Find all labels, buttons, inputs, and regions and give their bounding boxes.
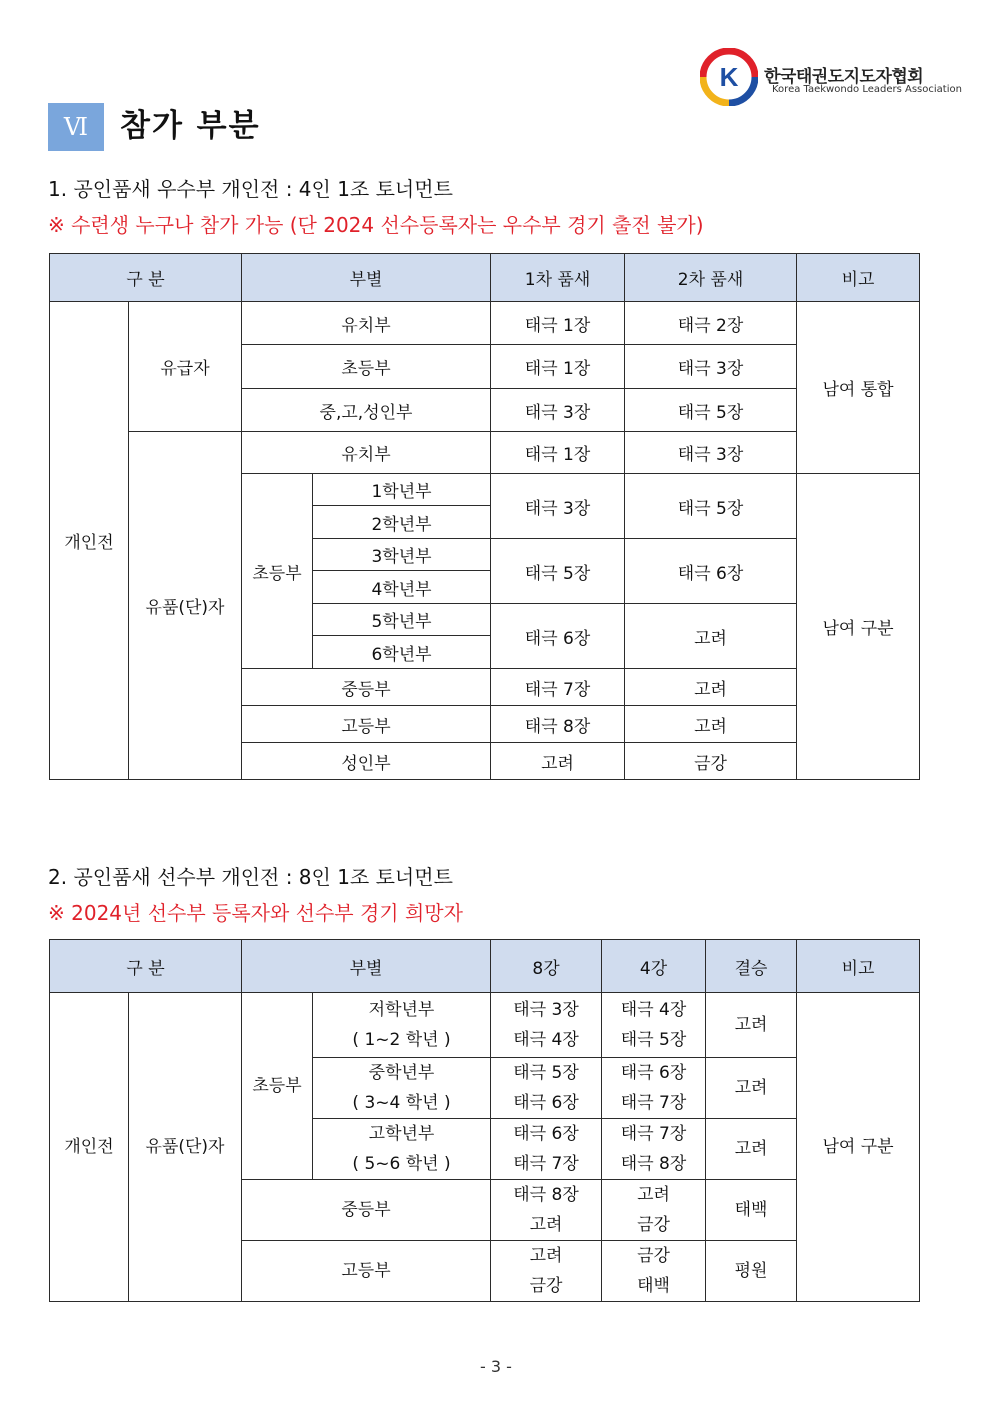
round4-cell xyxy=(602,1058,706,1119)
round4-cell xyxy=(602,1180,706,1241)
poomsae-name: 태극 4장 xyxy=(620,1000,687,1020)
round1-cell: 태극 1장 xyxy=(491,302,625,345)
table-header-row xyxy=(50,254,920,302)
table-row xyxy=(50,302,920,345)
round8-cell xyxy=(491,1119,602,1180)
grade-cell: 3학년부 xyxy=(313,539,491,571)
division-cell: 성인부 xyxy=(242,743,491,780)
header-round-of-4: 4강 xyxy=(602,940,706,993)
round1-cell: 태극 7장 xyxy=(491,669,625,706)
logo-name: 한국태권도지도자협회 xyxy=(764,67,924,87)
logo-emblem-icon xyxy=(700,48,758,106)
division-name: 저학년부 xyxy=(368,1000,435,1020)
poomsae-name: 태극 7장 xyxy=(620,1124,687,1144)
round1-cell: 태극 1장 xyxy=(491,432,625,474)
final-cell: 태백 xyxy=(706,1180,797,1241)
division-cell: 유치부 xyxy=(242,432,491,474)
header-division: 부별 xyxy=(242,254,491,302)
poomsae-name: 태극 6장 xyxy=(620,1063,687,1083)
elementary-label: 초등부 xyxy=(242,474,313,669)
table-row xyxy=(50,993,920,1058)
header-round2: 2차 품새 xyxy=(625,254,797,302)
poomsae-name: 금강 xyxy=(637,1215,670,1235)
header-round-of-8: 8강 xyxy=(491,940,602,993)
division-name: 중학년부 xyxy=(368,1063,435,1083)
round1-cell: 태극 3장 xyxy=(491,474,625,539)
round2-cell: 태극 6장 xyxy=(625,539,797,604)
poomsae-name: 금강 xyxy=(529,1276,563,1296)
round4-cell xyxy=(602,1241,706,1302)
round2-cell: 태극 5장 xyxy=(625,474,797,539)
poomsae-name: 태극 6장 xyxy=(513,1093,579,1113)
division-grades: ( 3~4 학년 ) xyxy=(352,1093,451,1113)
division-grades: ( 1~2 학년 ) xyxy=(352,1030,451,1050)
table-row xyxy=(50,432,920,474)
poomsae-name: 태극 6장 xyxy=(513,1124,579,1144)
round2-cell: 고려 xyxy=(625,706,797,743)
division-cell: 고등부 xyxy=(242,706,491,743)
round8-cell xyxy=(491,1180,602,1241)
kup-label: 유급자 xyxy=(129,302,242,432)
group-label: 개인전 xyxy=(50,302,129,780)
division-cell xyxy=(313,1058,491,1119)
round2-cell: 고려 xyxy=(625,604,797,669)
grade-cell: 1학년부 xyxy=(313,474,491,506)
header-final: 결승 xyxy=(706,940,797,993)
round1-cell: 고려 xyxy=(491,743,625,780)
excellence-division-table xyxy=(49,253,920,780)
poomsae-name: 태극 7장 xyxy=(513,1154,579,1174)
page-number: - 3 - xyxy=(480,1357,512,1376)
grade-cell: 6학년부 xyxy=(313,636,491,669)
round1-cell: 태극 5장 xyxy=(491,539,625,604)
poomsae-name: 태극 5장 xyxy=(620,1030,687,1050)
round8-cell xyxy=(491,1058,602,1119)
final-cell: 평원 xyxy=(706,1241,797,1302)
poomsae-name: 태극 4장 xyxy=(513,1030,579,1050)
poomsae-name: 태백 xyxy=(637,1276,670,1296)
header-round1: 1차 품새 xyxy=(491,254,625,302)
group-label: 개인전 xyxy=(50,993,129,1302)
division-cell: 중,고,성인부 xyxy=(242,389,491,432)
division-cell: 고등부 xyxy=(242,1241,491,1302)
association-logo xyxy=(700,48,960,108)
remark-cell: 남여 구분 xyxy=(797,474,920,780)
division-cell xyxy=(313,1119,491,1180)
round8-cell xyxy=(491,993,602,1058)
part2-note: ※ 2024년 선수부 등록자와 선수부 경기 희망자 xyxy=(48,901,463,925)
section-number-badge: Ⅵ xyxy=(48,103,104,151)
round8-cell xyxy=(491,1241,602,1302)
table-header-row xyxy=(50,940,920,993)
dan-label: 유품(단)자 xyxy=(129,432,242,780)
header-division: 부별 xyxy=(242,940,491,993)
round2-cell: 금강 xyxy=(625,743,797,780)
round4-cell xyxy=(602,1119,706,1180)
division-cell: 유치부 xyxy=(242,302,491,345)
poomsae-name: 태극 3장 xyxy=(513,1000,579,1020)
round1-cell: 태극 8장 xyxy=(491,706,625,743)
round1-cell: 태극 6장 xyxy=(491,604,625,669)
grade-cell: 5학년부 xyxy=(313,604,491,636)
part1-title: 1. 공인품새 우수부 개인전 : 4인 1조 토너먼트 xyxy=(48,177,453,201)
poomsae-name: 태극 8장 xyxy=(513,1185,579,1205)
poomsae-name: 고려 xyxy=(637,1185,670,1205)
elementary-label: 초등부 xyxy=(242,993,313,1180)
division-grades: ( 5~6 학년 ) xyxy=(352,1154,451,1174)
poomsae-name: 태극 8장 xyxy=(620,1154,687,1174)
final-cell: 고려 xyxy=(706,1119,797,1180)
part2-title: 2. 공인품새 선수부 개인전 : 8인 1조 토너먼트 xyxy=(48,865,453,889)
dan-label: 유품(단)자 xyxy=(129,993,242,1302)
grade-cell: 4학년부 xyxy=(313,571,491,604)
header-remarks: 비고 xyxy=(797,940,920,993)
round2-cell: 고려 xyxy=(625,669,797,706)
header-category: 구 분 xyxy=(50,940,242,993)
logo-letter: K xyxy=(719,62,739,92)
round2-cell: 태극 3장 xyxy=(625,432,797,474)
final-cell: 고려 xyxy=(706,1058,797,1119)
athlete-division-table xyxy=(49,939,920,1302)
poomsae-name: 태극 7장 xyxy=(620,1093,687,1113)
remark-cell: 남여 구분 xyxy=(797,993,920,1302)
division-cell: 중등부 xyxy=(242,669,491,706)
round4-cell xyxy=(602,993,706,1058)
part1-note: ※ 수련생 누구나 참가 가능 (단 2024 선수등록자는 우수부 경기 출전 불가) xyxy=(48,213,704,237)
logo-subtitle: Korea Taekwondo Leaders Association xyxy=(772,84,962,95)
section-title: 참가 부분 xyxy=(120,108,261,144)
header-remarks: 비고 xyxy=(797,254,920,302)
poomsae-name: 고려 xyxy=(529,1215,563,1235)
division-name: 고학년부 xyxy=(368,1124,435,1144)
poomsae-name: 고려 xyxy=(529,1246,563,1266)
division-cell: 초등부 xyxy=(242,345,491,389)
grade-cell: 2학년부 xyxy=(313,506,491,539)
round1-cell: 태극 1장 xyxy=(491,345,625,389)
round1-cell: 태극 3장 xyxy=(491,389,625,432)
remark-cell: 남여 통합 xyxy=(797,302,920,474)
poomsae-name: 태극 5장 xyxy=(513,1063,579,1083)
poomsae-name: 금강 xyxy=(637,1246,670,1266)
division-cell xyxy=(313,993,491,1058)
round2-cell: 태극 5장 xyxy=(625,389,797,432)
round2-cell: 태극 3장 xyxy=(625,345,797,389)
final-cell: 고려 xyxy=(706,993,797,1058)
header-category: 구 분 xyxy=(50,254,242,302)
division-cell: 중등부 xyxy=(242,1180,491,1241)
round2-cell: 태극 2장 xyxy=(625,302,797,345)
